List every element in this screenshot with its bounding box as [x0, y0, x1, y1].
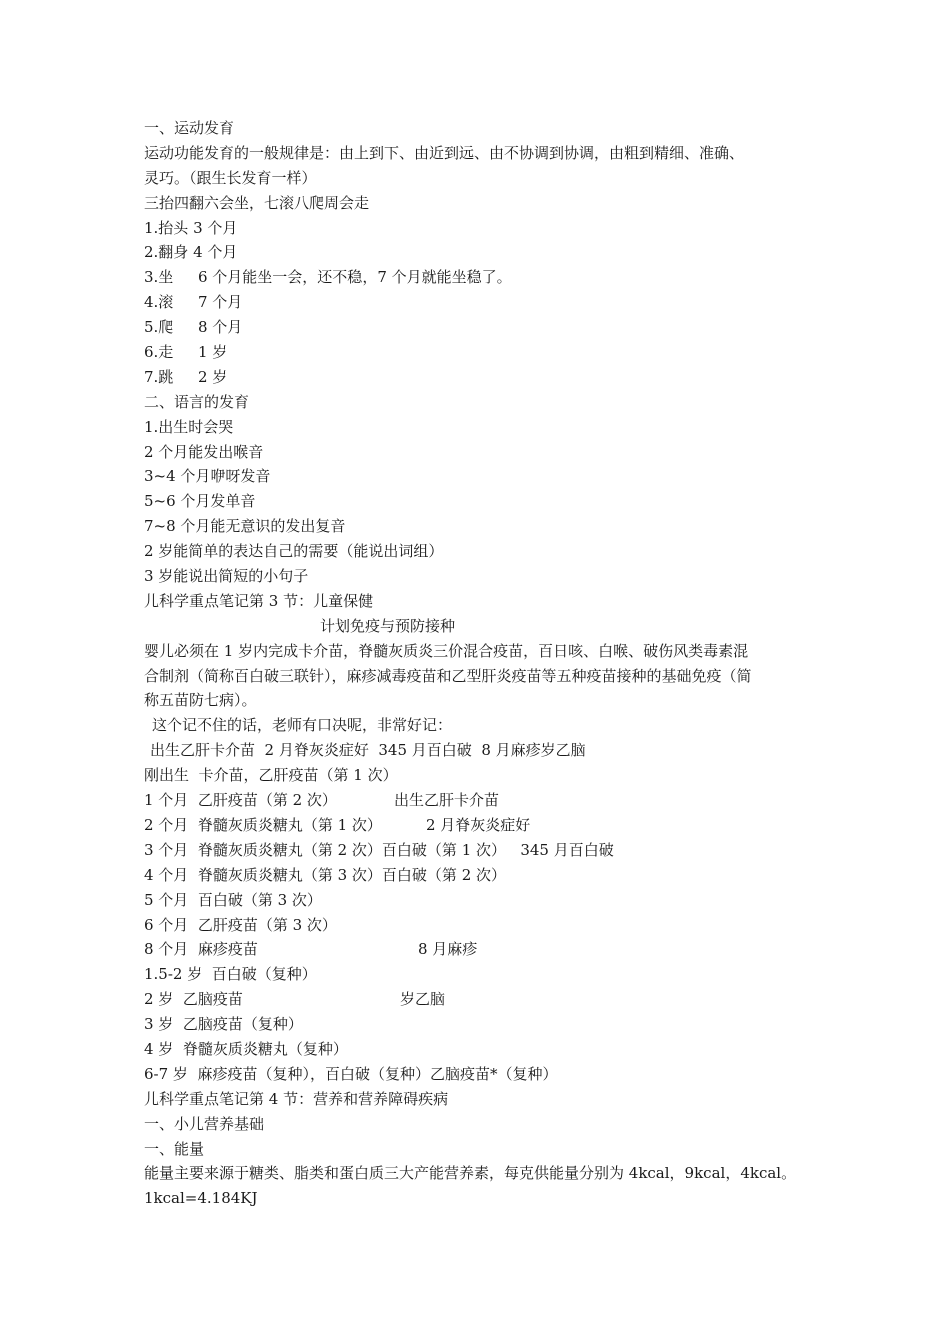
- schedule-row: [144, 763, 814, 788]
- motor-item-value: 7 个月: [198, 293, 243, 312]
- section4-subheading-1: 一、小儿营养基础: [144, 1114, 265, 1133]
- schedule-row: [144, 788, 814, 813]
- schedule-row: [144, 1012, 814, 1037]
- motor-item-value: 3 个月: [188, 218, 238, 237]
- motor-item-value: 8 个月: [198, 318, 243, 337]
- motor-item-value: 4 个月: [188, 243, 238, 262]
- language-item: 3 岁能说出简短的小句子: [144, 567, 309, 586]
- section3-mnemonic: 出生乙肝卡介苗 2 月脊灰炎症好 345 月百白破 8 月麻疹岁乙脑: [150, 741, 586, 760]
- schedule-entry: 2 个月 脊髓灰质炎糖丸（第 1 次）: [144, 815, 382, 834]
- schedule-row: [144, 913, 814, 938]
- language-item: 1.出生时会哭: [144, 417, 234, 436]
- language-item: 2 岁能简单的表达自己的需要（能说出词组）: [144, 542, 444, 561]
- section3-paragraph-line-2: 合制剂（简称百白破三联针），麻疹减毒疫苗和乙型肝炎疫苗等五种疫苗接种的基础免疫（简: [144, 666, 752, 685]
- document-body: [144, 116, 814, 1211]
- schedule-row: [144, 863, 814, 888]
- motor-item: [144, 265, 814, 290]
- motor-rule-line-1: 运动功能发育的一般规律是：由上到下、由近到远、由不协调到协调，由粗到精细、准确、: [144, 143, 745, 162]
- motor-item-label: 2.翻身: [144, 243, 189, 262]
- motor-item: [144, 365, 814, 390]
- language-item: 2 个月能发出喉音: [144, 442, 264, 461]
- schedule-entry: 2 岁 乙脑疫苗: [144, 990, 243, 1009]
- schedule-hint: 岁乙脑: [400, 990, 446, 1009]
- schedule-entry: 1.5-2 岁 百白破（复种）: [144, 965, 317, 984]
- motor-item-value: 2 岁: [198, 367, 228, 386]
- schedule-entry: 3 个月 脊髓灰质炎糖丸（第 2 次）百白破（第 1 次）: [144, 840, 507, 859]
- schedule-entry: 4 个月 脊髓灰质炎糖丸（第 3 次）百白破（第 2 次）: [144, 865, 507, 884]
- section3-paragraph-line-1: 婴儿必须在 1 岁内完成卡介苗，脊髓灰质炎三价混合疫苗，百日咳、白喉、破伤风类毒素混: [144, 641, 749, 660]
- schedule-entry: 6 个月 乙肝疫苗（第 3 次）: [144, 915, 337, 934]
- motor-rule-line-2: 灵巧。（跟生长发育一样）: [144, 168, 317, 187]
- schedule-hint: 345 月百白破: [520, 840, 614, 859]
- schedule-row: [144, 1037, 814, 1062]
- schedule-entry: 3 岁 乙脑疫苗（复种）: [144, 1015, 303, 1034]
- section3-title: 儿科学重点笔记第 3 节：儿童保健: [144, 591, 374, 610]
- motor-item-value: 1 岁: [198, 343, 228, 362]
- schedule-entry: 8 个月 麻疹疫苗: [144, 940, 258, 959]
- schedule-entry: 1 个月 乙肝疫苗（第 2 次）: [144, 791, 337, 810]
- motor-item: [144, 240, 814, 265]
- schedule-row: [144, 888, 814, 913]
- language-item: 3~4 个月咿呀发音: [144, 467, 271, 486]
- section3-paragraph-line-3: 称五苗防七病）。: [144, 691, 257, 710]
- language-item: 7~8 个月能无意识的发出复音: [144, 517, 346, 536]
- motor-item-label: 6.走: [144, 343, 174, 362]
- section3-subtitle: 计划免疫与预防接种: [320, 616, 456, 635]
- motor-item-label: 1.抬头: [144, 218, 189, 237]
- schedule-entry: 6-7 岁 麻疹疫苗（复种），百白破（复种）乙脑疫苗*（复种）: [144, 1064, 558, 1083]
- motor-item-label: 7.跳: [144, 367, 174, 386]
- schedule-row: [144, 838, 814, 863]
- schedule-row: [144, 962, 814, 987]
- schedule-row: [144, 937, 814, 962]
- language-item: 5~6 个月发单音: [144, 492, 256, 511]
- motor-item-label: 4.滚: [144, 293, 174, 312]
- section-heading-language: 二、语言的发育: [144, 392, 250, 411]
- section4-paragraph-line-2: 1kcal=4.184KJ: [144, 1189, 258, 1208]
- schedule-hint: 8 月麻疹: [418, 940, 478, 959]
- schedule-entry: 刚出生 卡介苗，乙肝疫苗（第 1 次）: [144, 766, 398, 785]
- motor-item-value: 6 个月能坐一会，还不稳，7 个月就能坐稳了。: [198, 268, 512, 287]
- schedule-hint: 2 月脊灰炎症好: [426, 815, 531, 834]
- motor-item: [144, 290, 814, 315]
- schedule-row: [144, 813, 814, 838]
- schedule-row: [144, 1062, 814, 1087]
- schedule-entry: 4 岁 脊髓灰质炎糖丸（复种）: [144, 1039, 348, 1058]
- schedule-row: [144, 987, 814, 1012]
- schedule-hint: 出生乙肝卡介苗: [394, 791, 500, 810]
- motor-item: [144, 315, 814, 340]
- motor-item-label: 3.坐: [144, 268, 174, 287]
- section3-note: 这个记不住的话，老师有口决呢，非常好记：: [152, 716, 453, 735]
- schedule-entry: 5 个月 百白破（第 3 次）: [144, 890, 322, 909]
- motor-item: [144, 340, 814, 365]
- motor-item-label: 5.爬: [144, 318, 174, 337]
- section4-title: 儿科学重点笔记第 4 节：营养和营养障碍疾病: [144, 1089, 449, 1108]
- section4-subheading-2: 一、能量: [144, 1139, 205, 1158]
- section4-paragraph-line-1: 能量主要来源于糖类、脂类和蛋白质三大产能营养素，每克供能量分别为 4kcal，9kcal，4kcal。: [144, 1164, 797, 1183]
- section-heading-motor: 一、运动发育: [144, 119, 235, 137]
- motor-mnemonic: 三抬四翻六会坐，七滚八爬周会走: [144, 193, 370, 212]
- motor-item: [144, 216, 814, 241]
